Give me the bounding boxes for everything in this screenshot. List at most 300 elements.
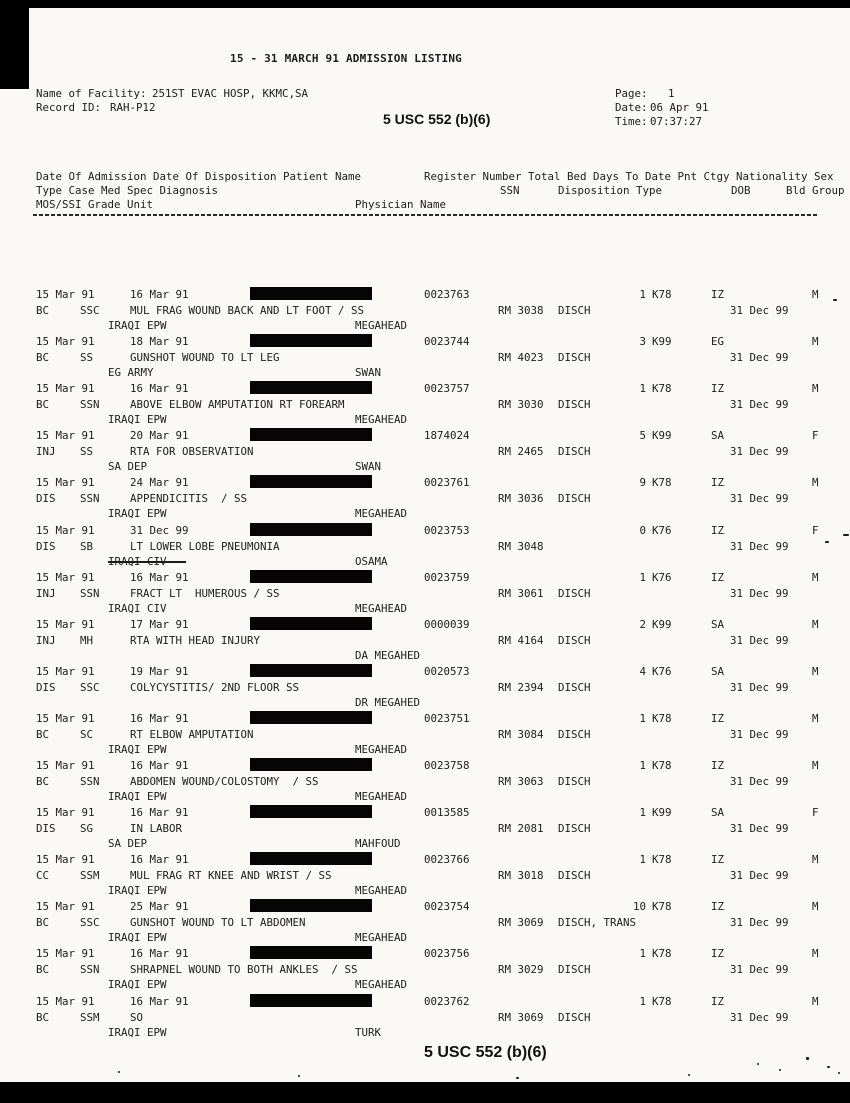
header-separator [33, 214, 819, 216]
disposition-date: 25 Mar 91 [130, 900, 189, 914]
scan-noise [757, 1063, 759, 1065]
register-number: 0023758 [424, 759, 470, 772]
bed-days-to-date: 1 [639, 806, 646, 820]
scan-noise [838, 1072, 840, 1074]
register-number: 0023751 [424, 711, 470, 725]
disposition-type: DISCH [558, 398, 591, 412]
unit: IRAQI CIV - [108, 554, 187, 568]
dob: 31 Dec 99 [730, 727, 789, 741]
dob: 31 Dec 99 [730, 304, 789, 317]
disposition-date: 16 Mar 91 [130, 288, 189, 301]
date-value: 06 Apr 91 [650, 101, 709, 114]
sex: F [812, 806, 819, 820]
bed-days-to-date: 2 [639, 617, 646, 631]
register-number: 0023757 [424, 382, 470, 396]
disposition-type: DISCH [558, 727, 591, 741]
record-row [0, 618, 850, 665]
record-row [0, 429, 850, 476]
sex: M [812, 476, 819, 490]
bed-days-to-date: 1 [639, 947, 646, 961]
register-number: 0023762 [424, 994, 470, 1008]
med-spec: SS [80, 351, 94, 365]
physician-name: SWAN [355, 366, 382, 380]
disposition-date: 19 Mar 91 [130, 664, 189, 678]
admission-date: 15 Mar 91 [36, 476, 95, 490]
sex: M [812, 994, 819, 1008]
bed-days-to-date: 1 [639, 853, 646, 867]
physician-name: DR MEGAHED [355, 695, 421, 709]
disposition-type: DISCH [558, 680, 591, 694]
unit: IRAQI EPW [108, 1025, 167, 1039]
ssn: RM 3061 [498, 586, 544, 600]
bed-days-to-date: 1 [639, 288, 646, 301]
physician-name: MAHFOUD [355, 837, 401, 851]
unit: IRAQI CIV [108, 601, 167, 615]
nationality: SA [711, 617, 725, 631]
type-case: BC [36, 916, 50, 930]
nationality: IZ [711, 476, 725, 490]
patient-category: K78 [652, 382, 672, 396]
physician-name: OSAMA [355, 554, 388, 568]
diagnosis: IN LABOR [130, 822, 183, 836]
sex: M [812, 288, 819, 301]
nationality: IZ [711, 382, 725, 396]
patient-category: K78 [652, 853, 672, 867]
dob: 31 Dec 99 [730, 398, 789, 412]
dob: 31 Dec 99 [730, 869, 789, 883]
disposition-type: DISCH [558, 304, 591, 317]
med-spec: SSN [80, 963, 100, 977]
dob: 31 Dec 99 [730, 916, 789, 930]
physician-name: MEGAHEAD [355, 978, 408, 992]
dob: 31 Dec 99 [730, 822, 789, 836]
nationality: SA [711, 806, 725, 820]
disposition-type: DISCH [558, 775, 591, 788]
unit: SA DEP [108, 837, 148, 851]
redacted-patient-name [250, 664, 372, 677]
column-header-row2-left: Type Case Med Spec Diagnosis [36, 184, 219, 197]
ssn: RM 2081 [498, 822, 544, 836]
scan-noise [827, 1066, 830, 1068]
admission-date: 15 Mar 91 [36, 853, 95, 867]
diagnosis: RTA WITH HEAD INJURY [130, 633, 261, 647]
nationality: SA [711, 429, 725, 443]
patient-category: K78 [652, 288, 672, 301]
unit: IRAQI EPW [108, 790, 167, 803]
nationality: IZ [711, 759, 725, 772]
register-number: 1874024 [424, 429, 470, 443]
type-case: DIS [36, 492, 56, 506]
unit: IRAQI EPW [108, 742, 167, 756]
med-spec: SG [80, 822, 94, 836]
redacted-patient-name [250, 758, 372, 771]
admission-date: 15 Mar 91 [36, 523, 95, 537]
sex: M [812, 664, 819, 678]
redacted-patient-name [250, 428, 372, 441]
dob: 31 Dec 99 [730, 586, 789, 600]
disposition-type: DISCH [558, 963, 591, 977]
scan-noise [833, 299, 837, 301]
patient-category: K78 [652, 947, 672, 961]
disposition-type: DISCH [558, 445, 591, 459]
med-spec: SSN [80, 586, 100, 600]
bed-days-to-date: 3 [639, 335, 646, 349]
disposition-type: DISCH, TRANS [558, 916, 637, 930]
med-spec: SSN [80, 398, 100, 412]
unit: IRAQI EPW [108, 884, 167, 898]
unit: IRAQI EPW [108, 319, 167, 332]
register-number: 0023763 [424, 288, 470, 301]
redacted-patient-name [250, 523, 372, 536]
physician-name: MEGAHEAD [355, 507, 408, 521]
admission-date: 15 Mar 91 [36, 711, 95, 725]
redacted-patient-name [250, 570, 372, 583]
unit: SA DEP [108, 460, 148, 474]
facility-label: Name of Facility: [36, 87, 147, 100]
disposition-type: DISCH [558, 1010, 591, 1024]
diagnosis: SHRAPNEL WOUND TO BOTH ANKLES / SS [130, 963, 358, 977]
patient-category: K99 [652, 335, 672, 349]
bed-days-to-date: 1 [639, 711, 646, 725]
facility-value: 251ST EVAC HOSP, KKMC,SA [152, 87, 309, 100]
admission-date: 15 Mar 91 [36, 617, 95, 631]
scan-artifact-top-left-corner [0, 0, 29, 89]
physician-name: MEGAHEAD [355, 413, 408, 427]
sex: M [812, 759, 819, 772]
redacted-patient-name [250, 287, 372, 300]
register-number: 0020573 [424, 664, 470, 678]
type-case: CC [36, 869, 50, 883]
sex: M [812, 382, 819, 396]
dob: 31 Dec 99 [730, 351, 789, 365]
nationality: IZ [711, 288, 725, 301]
dob: 31 Dec 99 [730, 539, 789, 553]
sex: M [812, 617, 819, 631]
foia-exemption-stamp-top: 5 USC 552 (b)(6) [383, 111, 491, 127]
record-id-label: Record ID: [36, 101, 102, 114]
physician-name: MEGAHEAD [355, 790, 408, 803]
scan-noise [516, 1077, 519, 1079]
diagnosis: ABDOMEN WOUND/COLOSTOMY / SS [130, 775, 319, 788]
patient-category: K76 [652, 570, 672, 584]
physician-name: MEGAHEAD [355, 884, 408, 898]
redacted-patient-name [250, 334, 372, 347]
record-row [0, 571, 850, 618]
scan-noise [806, 1057, 809, 1060]
redacted-patient-name [250, 852, 372, 865]
disposition-date: 16 Mar 91 [130, 382, 189, 396]
record-row [0, 995, 850, 1042]
ssn: RM 3084 [498, 727, 544, 741]
register-number: 0023761 [424, 476, 470, 490]
disposition-type: DISCH [558, 351, 591, 365]
nationality: IZ [711, 711, 725, 725]
type-case: DIS [36, 822, 56, 836]
disposition-date: 17 Mar 91 [130, 617, 189, 631]
disposition-date: 31 Dec 99 [130, 523, 189, 537]
type-case: DIS [36, 539, 56, 553]
register-number: 0000039 [424, 617, 470, 631]
bed-days-to-date: 1 [639, 994, 646, 1008]
diagnosis: RT ELBOW AMPUTATION [130, 727, 254, 741]
dob: 31 Dec 99 [730, 633, 789, 647]
redacted-patient-name [250, 805, 372, 818]
ssn: RM 3038 [498, 304, 544, 317]
disposition-date: 16 Mar 91 [130, 806, 189, 820]
diagnosis: COLYCYSTITIS/ 2ND FLOOR SS [130, 680, 300, 694]
sex: M [812, 570, 819, 584]
redacted-patient-name [250, 994, 372, 1007]
scan-noise [779, 1069, 781, 1071]
sex: M [812, 947, 819, 961]
bed-days-to-date: 9 [639, 476, 646, 490]
disposition-type: DISCH [558, 492, 591, 506]
register-number: 0013585 [424, 806, 470, 820]
ssn: RM 3069 [498, 1010, 544, 1024]
unit: IRAQI EPW [108, 931, 167, 945]
disposition-date: 18 Mar 91 [130, 335, 189, 349]
patient-category: K99 [652, 617, 672, 631]
bed-days-to-date: 1 [639, 759, 646, 772]
admission-date: 15 Mar 91 [36, 664, 95, 678]
redacted-patient-name [250, 946, 372, 959]
nationality: EG [711, 335, 725, 349]
column-header-row1-left: Date Of Admission Date Of Disposition Patient Name [36, 170, 362, 183]
diagnosis: LT LOWER LOBE PNEUMONIA [130, 539, 280, 553]
med-spec: SSC [80, 916, 100, 930]
scan-noise [688, 1074, 690, 1076]
disposition-date: 16 Mar 91 [130, 759, 189, 772]
ssn: RM 3069 [498, 916, 544, 930]
admission-date: 15 Mar 91 [36, 382, 95, 396]
admission-date: 15 Mar 91 [36, 759, 95, 772]
diagnosis: GUNSHOT WOUND TO LT LEG [130, 351, 280, 365]
nationality: IZ [711, 570, 725, 584]
record-row [0, 524, 850, 571]
med-spec: SSN [80, 492, 100, 506]
scan-artifact-top-edge [0, 0, 850, 8]
ssn: RM 3030 [498, 398, 544, 412]
nationality: IZ [711, 994, 725, 1008]
record-row [0, 476, 850, 523]
diagnosis: SO [130, 1010, 144, 1024]
column-header-ssn: SSN [500, 184, 520, 197]
redacted-patient-name [250, 475, 372, 488]
time-label: Time: [615, 115, 648, 128]
disposition-type: DISCH [558, 586, 591, 600]
admission-date: 15 Mar 91 [36, 288, 95, 301]
physician-name: MEGAHEAD [355, 601, 408, 615]
unit: IRAQI EPW [108, 978, 167, 992]
physician-name: MEGAHEAD [355, 742, 408, 756]
record-row [0, 759, 850, 806]
admission-date: 15 Mar 91 [36, 429, 95, 443]
dob: 31 Dec 99 [730, 492, 789, 506]
type-case: BC [36, 1010, 50, 1024]
disposition-date: 24 Mar 91 [130, 476, 189, 490]
patient-category: K78 [652, 476, 672, 490]
register-number: 0023744 [424, 335, 470, 349]
record-id-value: RAH-P12 [110, 101, 156, 114]
sex: M [812, 711, 819, 725]
record-row [0, 665, 850, 712]
disposition-date: 16 Mar 91 [130, 994, 189, 1008]
record-row [0, 288, 850, 335]
disposition-date: 16 Mar 91 [130, 570, 189, 584]
med-spec: SB [80, 539, 94, 553]
med-spec: SSM [80, 1010, 100, 1024]
med-spec: SSC [80, 680, 100, 694]
register-number: 0023756 [424, 947, 470, 961]
sex: M [812, 335, 819, 349]
register-number: 0023753 [424, 523, 470, 537]
physician-name: TURK [355, 1025, 382, 1039]
record-row [0, 335, 850, 382]
sex: M [812, 900, 819, 914]
column-header-physician: Physician Name [355, 198, 447, 211]
document-title: 15 - 31 MARCH 91 ADMISSION LISTING [230, 52, 462, 65]
column-header-row3-left: MOS/SSI Grade Unit [36, 198, 154, 211]
ssn: RM 3036 [498, 492, 544, 506]
sex: M [812, 853, 819, 867]
bed-days-to-date: 1 [639, 382, 646, 396]
admission-date: 15 Mar 91 [36, 570, 95, 584]
disposition-date: 16 Mar 91 [130, 711, 189, 725]
diagnosis: RTA FOR OBSERVATION [130, 445, 254, 459]
med-spec: MH [80, 633, 94, 647]
disposition-date: 20 Mar 91 [130, 429, 189, 443]
bed-days-to-date: 5 [639, 429, 646, 443]
dob: 31 Dec 99 [730, 680, 789, 694]
nationality: IZ [711, 853, 725, 867]
scan-noise [843, 534, 849, 536]
diagnosis: GUNSHOT WOUND TO LT ABDOMEN [130, 916, 306, 930]
dob: 31 Dec 99 [730, 1010, 789, 1024]
ssn: RM 3018 [498, 869, 544, 883]
record-row [0, 947, 850, 994]
diagnosis: MUL FRAG RT KNEE AND WRIST / SS [130, 869, 332, 883]
record-row [0, 900, 850, 947]
ssn: RM 3029 [498, 963, 544, 977]
column-header-dob: DOB [731, 184, 751, 197]
register-number: 0023754 [424, 900, 470, 914]
disposition-date: 16 Mar 91 [130, 853, 189, 867]
admission-date: 15 Mar 91 [36, 900, 95, 914]
type-case: BC [36, 304, 50, 317]
diagnosis: ABOVE ELBOW AMPUTATION RT FOREARM [130, 398, 345, 412]
type-case: INJ [36, 445, 56, 459]
diagnosis: FRACT LT HUMEROUS / SS [130, 586, 280, 600]
admission-date: 15 Mar 91 [36, 994, 95, 1008]
med-spec: SC [80, 727, 94, 741]
redacted-patient-name [250, 617, 372, 630]
nationality: IZ [711, 947, 725, 961]
type-case: INJ [36, 586, 56, 600]
page-label: Page: [615, 87, 648, 100]
unit: IRAQI EPW [108, 413, 167, 427]
patient-category: K99 [652, 429, 672, 443]
scan-noise [298, 1075, 300, 1077]
scan-noise [118, 1071, 120, 1073]
dob: 31 Dec 99 [730, 445, 789, 459]
ssn: RM 3048 [498, 539, 544, 553]
admission-date: 15 Mar 91 [36, 806, 95, 820]
scan-noise [825, 541, 829, 543]
redacted-patient-name [250, 711, 372, 724]
type-case: BC [36, 351, 50, 365]
type-case: BC [36, 727, 50, 741]
bed-days-to-date: 1 [639, 570, 646, 584]
physician-name: MEGAHEAD [355, 319, 408, 332]
time-value: 07:37:27 [650, 115, 703, 128]
page-value: 1 [668, 87, 675, 100]
ssn: RM 4023 [498, 351, 544, 365]
bed-days-to-date: 4 [639, 664, 646, 678]
disposition-type: DISCH [558, 633, 591, 647]
patient-category: K76 [652, 664, 672, 678]
type-case: BC [36, 398, 50, 412]
unit: IRAQI EPW [108, 507, 167, 521]
record-row [0, 712, 850, 759]
type-case: DIS [36, 680, 56, 694]
ssn: RM 4164 [498, 633, 544, 647]
ssn: RM 2394 [498, 680, 544, 694]
med-spec: SS [80, 445, 94, 459]
ssn: RM 2465 [498, 445, 544, 459]
med-spec: SSC [80, 304, 100, 317]
type-case: INJ [36, 633, 56, 647]
admission-date: 15 Mar 91 [36, 947, 95, 961]
type-case: BC [36, 775, 50, 788]
nationality: IZ [711, 900, 725, 914]
disposition-type: DISCH [558, 869, 591, 883]
redacted-patient-name [250, 381, 372, 394]
patient-category: K78 [652, 994, 672, 1008]
column-header-row1-right: Register Number Total Bed Days To Date Pnt Ctgy Nationality Sex [424, 170, 834, 183]
column-header-disposition-type: Disposition Type [558, 184, 663, 197]
type-case: BC [36, 963, 50, 977]
register-number: 0023759 [424, 570, 470, 584]
admission-date: 15 Mar 91 [36, 335, 95, 349]
disposition-date: 16 Mar 91 [130, 947, 189, 961]
ssn: RM 3063 [498, 775, 544, 788]
med-spec: SSN [80, 775, 100, 788]
scan-artifact-bottom-edge [0, 1082, 850, 1103]
sex: F [812, 523, 819, 537]
physician-name: MEGAHEAD [355, 931, 408, 945]
med-spec: SSM [80, 869, 100, 883]
nationality: IZ [711, 523, 725, 537]
foia-exemption-stamp-bottom: 5 USC 552 (b)(6) [424, 1044, 547, 1061]
dob: 31 Dec 99 [730, 775, 789, 788]
date-label: Date: [615, 101, 648, 114]
patient-category: K76 [652, 523, 672, 537]
patient-category: K78 [652, 900, 672, 914]
patient-category: K78 [652, 759, 672, 772]
sex: F [812, 429, 819, 443]
physician-name: DA MEGAHED [355, 648, 421, 662]
diagnosis: APPENDICITIS / SS [130, 492, 248, 506]
column-header-blood-group: Bld Group [786, 184, 845, 197]
register-number: 0023766 [424, 853, 470, 867]
diagnosis: MUL FRAG WOUND BACK AND LT FOOT / SS [130, 304, 365, 317]
bed-days-to-date: 10 [632, 900, 646, 914]
dob: 31 Dec 99 [730, 963, 789, 977]
patient-category: K78 [652, 711, 672, 725]
record-row [0, 806, 850, 853]
record-row [0, 382, 850, 429]
disposition-type: DISCH [558, 822, 591, 836]
